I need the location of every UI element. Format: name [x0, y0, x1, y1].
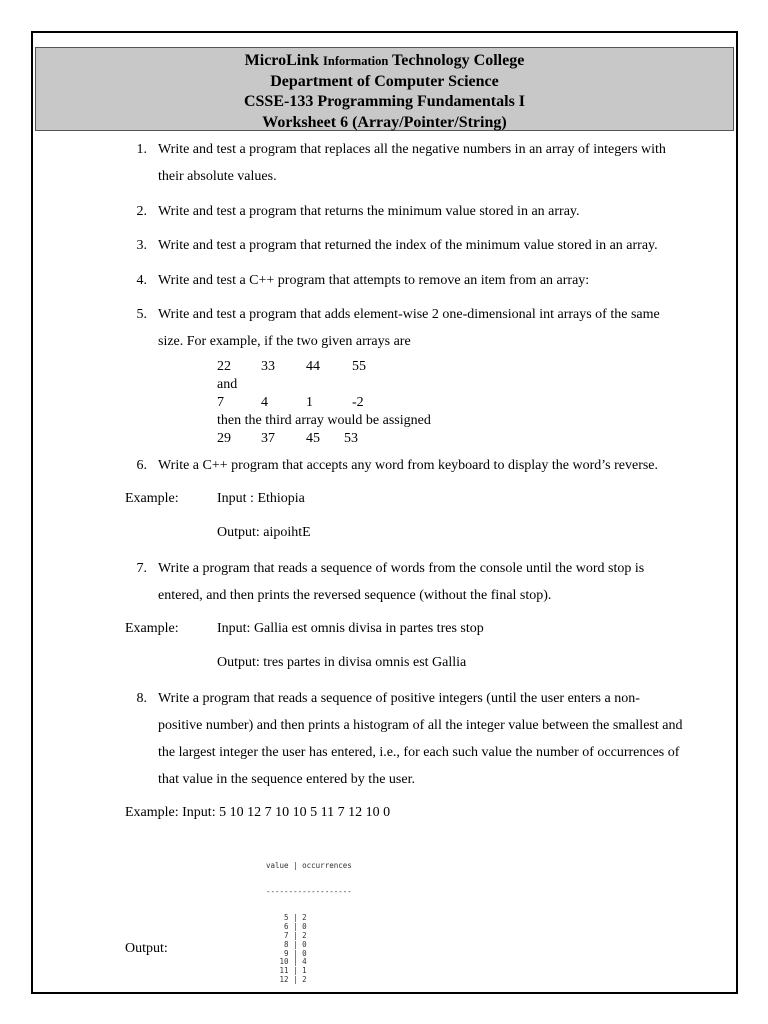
q7-example-label: Example: [125, 621, 179, 636]
question-text-line: Write a C++ program that accepts any word from keyboard to display the word’s reverse. [158, 458, 659, 473]
array3-value: 53 [344, 431, 358, 446]
question-text-line: Write and test a program that replaces all the negative numbers in an array of integers with [158, 142, 666, 157]
histogram-separator: | [288, 939, 303, 949]
department-name: Department of Computer Science [270, 72, 499, 90]
question-list [33, 33, 736, 992]
array2-value: 4 [261, 395, 268, 410]
histogram-count: 0 [302, 922, 307, 932]
question-number: 1. [136, 142, 147, 157]
question-text-line: entered, and then prints the reversed sequence (without the final stop). [158, 588, 552, 603]
question-text-line: Write and test a program that adds element-wise 2 one-dimensional int arrays of the same [158, 307, 660, 322]
question-text-line: Write and test a program that returns the minimum value stored in an array. [158, 204, 580, 219]
histogram-separator: | [288, 948, 303, 958]
histogram-header: value | occurrences [266, 860, 352, 870]
histogram-count: 4 [302, 957, 307, 967]
histogram-value: 11 [266, 966, 289, 976]
question-text-line: Write and test a program that returned the index of the minimum value stored in an array. [158, 238, 658, 253]
question-text-line: the largest integer the user has entered, i.e., for each such value the number of occurrences of [158, 745, 680, 760]
histogram-output [266, 844, 352, 1002]
histogram-separator: | [288, 922, 303, 932]
question-number: 6. [136, 458, 147, 473]
college-name-part3: Technology College [392, 52, 525, 69]
q6-example-output: Output: aipoihtE [217, 525, 311, 540]
histogram-value: 9 [266, 948, 289, 958]
question-number: 7. [136, 561, 147, 576]
histogram-separator: | [288, 930, 303, 940]
question-number: 5. [136, 307, 147, 322]
q8-output-label: Output: [125, 941, 168, 956]
course-title: CSSE-133 Programming Fundamentals I [243, 93, 526, 110]
question-text-line: Write and test a C++ program that attempts to remove an item from an array: [158, 273, 590, 288]
q8-example-input: Example: Input: 5 10 12 7 10 10 5 11 7 12 10 0 [125, 805, 391, 820]
array3-value: 37 [261, 431, 275, 446]
array2-value: -2 [352, 395, 364, 410]
worksheet-title: Worksheet 6 (Array/Pointer/String) [262, 113, 507, 131]
array3-value: 45 [306, 431, 320, 446]
histogram-count: 2 [302, 913, 307, 923]
question-text-line: that value in the sequence entered by the user. [158, 772, 415, 787]
and-label: and [217, 377, 238, 392]
histogram-separator: | [288, 966, 303, 976]
histogram-value: 7 [266, 930, 289, 940]
histogram-count: 0 [302, 939, 307, 949]
page-frame [31, 31, 738, 994]
array2-value: 1 [306, 395, 313, 410]
question-number: 3. [136, 238, 147, 253]
q6-example-label: Example: [125, 491, 179, 506]
question-number: 2. [136, 204, 147, 219]
college-name-part2: Information [323, 54, 389, 68]
histogram-separator: | [288, 913, 303, 923]
histogram-rule: ------------------- [266, 886, 352, 896]
question-text-line: their absolute values. [158, 169, 277, 184]
q7-example-output: Output: tres partes in divisa omnis est Gallia [217, 655, 467, 670]
histogram-count: 2 [302, 974, 307, 984]
college-name-part1: MicroLink [244, 52, 320, 69]
histogram-value: 12 [266, 974, 289, 984]
question-number: 4. [136, 273, 147, 288]
histogram-value: 10 [266, 957, 289, 967]
question-number: 8. [136, 691, 147, 706]
question-text-line: positive number) and then prints a histogram of all the integer value between the smallest and [158, 718, 683, 733]
histogram-value: 6 [266, 922, 289, 932]
question-text-line: Write a program that reads a sequence of words from the console until the word stop is [158, 561, 645, 576]
then-label: then the third array would be assigned [217, 413, 431, 428]
array3-value: 29 [217, 431, 231, 446]
q6-example-input: Input : Ethiopia [217, 491, 305, 506]
histogram-count: 0 [302, 948, 307, 958]
question-text-line: size. For example, if the two given arrays are [158, 334, 411, 349]
histogram-row [266, 976, 352, 985]
array1-value: 22 [217, 359, 231, 374]
histogram-value: 8 [266, 939, 289, 949]
histogram-count: 2 [302, 930, 307, 940]
histogram-count: 1 [302, 966, 307, 976]
array1-value: 44 [306, 359, 320, 374]
histogram-separator: | [288, 957, 303, 967]
histogram-value: 5 [266, 913, 289, 923]
array2-value: 7 [217, 395, 224, 410]
array1-value: 55 [352, 359, 366, 374]
array1-value: 33 [261, 359, 275, 374]
question-text-line: Write a program that reads a sequence of positive integers (until the user enters a non- [158, 691, 640, 706]
q7-example-input: Input: Gallia est omnis divisa in partes tres stop [217, 621, 484, 636]
histogram-rows [266, 914, 352, 984]
histogram-separator: | [288, 974, 303, 984]
